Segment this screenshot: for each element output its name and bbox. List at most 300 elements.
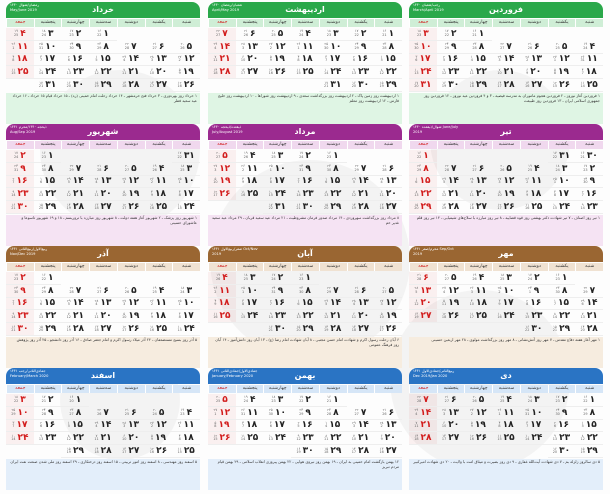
day-cell[interactable] [6,54,34,67]
day-cell[interactable] [520,41,548,54]
day-cell[interactable] [117,407,145,420]
day-cell[interactable] [437,432,465,445]
day-cell[interactable] [437,28,465,41]
day-cell[interactable] [575,163,603,176]
day-cell[interactable] [464,407,492,420]
day-cell[interactable] [117,188,145,201]
day-cell[interactable] [548,41,576,54]
day-cell[interactable] [575,201,603,214]
day-cell[interactable] [236,285,264,298]
day-cell[interactable] [437,394,465,407]
day-cell[interactable] [291,445,319,458]
day-cell[interactable] [520,285,548,298]
day-cell[interactable] [172,41,200,54]
day-cell[interactable] [172,420,200,433]
day-cell[interactable] [145,201,173,214]
day-cell[interactable] [548,285,576,298]
day-cell[interactable] [492,298,520,311]
day-cell[interactable] [208,54,236,67]
day-cell[interactable] [347,163,375,176]
day-cell[interactable] [263,323,291,336]
day-cell[interactable] [34,272,62,285]
day-cell[interactable] [464,176,492,189]
day-cell[interactable] [319,407,347,420]
day-cell[interactable] [208,394,236,407]
day-cell[interactable] [145,66,173,79]
day-cell[interactable] [172,66,200,79]
day-cell[interactable] [319,420,347,433]
day-cell[interactable] [291,432,319,445]
day-cell[interactable] [208,420,236,433]
day-cell[interactable] [263,407,291,420]
day-cell[interactable] [34,432,62,445]
day-cell[interactable] [409,310,437,323]
day-cell[interactable] [145,163,173,176]
day-cell[interactable] [374,298,402,311]
day-cell[interactable] [145,176,173,189]
day-cell[interactable] [319,79,347,92]
day-cell[interactable] [319,432,347,445]
day-cell[interactable] [347,176,375,189]
day-cell[interactable] [34,79,62,92]
day-cell[interactable] [236,298,264,311]
day-cell[interactable] [291,41,319,54]
day-cell[interactable] [347,432,375,445]
day-cell[interactable] [89,79,117,92]
day-cell[interactable] [464,394,492,407]
day-cell[interactable] [464,79,492,92]
day-cell[interactable] [492,272,520,285]
day-cell[interactable] [437,163,465,176]
day-cell[interactable] [548,272,576,285]
day-cell[interactable] [208,272,236,285]
day-cell[interactable] [409,79,437,92]
day-cell[interactable] [172,79,200,92]
day-cell[interactable] [61,66,89,79]
day-cell[interactable] [492,432,520,445]
day-cell[interactable] [409,163,437,176]
day-cell[interactable] [374,188,402,201]
day-cell[interactable] [374,310,402,323]
day-cell[interactable] [520,323,548,336]
day-cell[interactable] [548,310,576,323]
day-cell[interactable] [263,66,291,79]
day-cell[interactable] [236,432,264,445]
day-cell[interactable] [548,394,576,407]
day-cell[interactable] [208,66,236,79]
day-cell[interactable] [374,163,402,176]
day-cell[interactable] [409,66,437,79]
day-cell[interactable] [319,66,347,79]
day-cell[interactable] [347,285,375,298]
day-cell[interactable] [117,66,145,79]
day-cell[interactable] [319,41,347,54]
day-cell[interactable] [291,188,319,201]
day-cell[interactable] [6,272,34,285]
day-cell[interactable] [34,150,62,163]
day-cell[interactable] [437,41,465,54]
day-cell[interactable] [34,41,62,54]
day-cell[interactable] [34,201,62,214]
day-cell[interactable] [548,432,576,445]
day-cell[interactable] [291,150,319,163]
day-cell[interactable] [6,163,34,176]
day-cell[interactable] [437,66,465,79]
day-cell[interactable] [374,323,402,336]
day-cell[interactable] [548,420,576,433]
day-cell[interactable] [61,323,89,336]
day-cell[interactable] [89,432,117,445]
day-cell[interactable] [263,41,291,54]
day-cell[interactable] [520,407,548,420]
day-cell[interactable] [347,298,375,311]
day-cell[interactable] [89,28,117,41]
day-cell[interactable] [437,298,465,311]
day-cell[interactable] [409,394,437,407]
day-cell[interactable] [117,79,145,92]
day-cell[interactable] [117,323,145,336]
day-cell[interactable] [89,188,117,201]
day-cell[interactable] [374,79,402,92]
day-cell[interactable] [263,201,291,214]
day-cell[interactable] [548,201,576,214]
day-cell[interactable] [236,66,264,79]
day-cell[interactable] [172,285,200,298]
day-cell[interactable] [208,432,236,445]
day-cell[interactable] [492,285,520,298]
day-cell[interactable] [319,176,347,189]
day-cell[interactable] [145,420,173,433]
day-cell[interactable] [575,176,603,189]
day-cell[interactable] [347,41,375,54]
day-cell[interactable] [61,28,89,41]
day-cell[interactable] [464,310,492,323]
day-cell[interactable] [409,298,437,311]
day-cell[interactable] [464,201,492,214]
day-cell[interactable] [263,272,291,285]
day-cell[interactable] [374,41,402,54]
day-cell[interactable] [89,163,117,176]
day-cell[interactable] [208,298,236,311]
day-cell[interactable] [61,407,89,420]
day-cell[interactable] [548,176,576,189]
day-cell[interactable] [409,54,437,67]
day-cell[interactable] [347,66,375,79]
day-cell[interactable] [347,201,375,214]
day-cell[interactable] [291,298,319,311]
day-cell[interactable] [437,201,465,214]
day-cell[interactable] [291,28,319,41]
day-cell[interactable] [575,188,603,201]
day-cell[interactable] [319,394,347,407]
day-cell[interactable] [520,79,548,92]
day-cell[interactable] [6,407,34,420]
day-cell[interactable] [6,176,34,189]
day-cell[interactable] [409,407,437,420]
day-cell[interactable] [34,176,62,189]
day-cell[interactable] [374,66,402,79]
day-cell[interactable] [319,28,347,41]
day-cell[interactable] [236,54,264,67]
day-cell[interactable] [492,66,520,79]
day-cell[interactable] [291,201,319,214]
day-cell[interactable] [520,394,548,407]
day-cell[interactable] [34,310,62,323]
day-cell[interactable] [61,201,89,214]
day-cell[interactable] [6,310,34,323]
day-cell[interactable] [263,54,291,67]
day-cell[interactable] [61,176,89,189]
day-cell[interactable] [492,54,520,67]
day-cell[interactable] [548,298,576,311]
day-cell[interactable] [437,272,465,285]
day-cell[interactable] [319,285,347,298]
day-cell[interactable] [548,445,576,458]
day-cell[interactable] [117,310,145,323]
day-cell[interactable] [492,41,520,54]
day-cell[interactable] [409,420,437,433]
day-cell[interactable] [437,420,465,433]
day-cell[interactable] [520,54,548,67]
day-cell[interactable] [89,285,117,298]
day-cell[interactable] [575,394,603,407]
day-cell[interactable] [34,394,62,407]
day-cell[interactable] [347,54,375,67]
day-cell[interactable] [61,310,89,323]
day-cell[interactable] [520,298,548,311]
day-cell[interactable] [145,323,173,336]
day-cell[interactable] [34,66,62,79]
day-cell[interactable] [437,176,465,189]
day-cell[interactable] [291,163,319,176]
day-cell[interactable] [89,41,117,54]
day-cell[interactable] [464,272,492,285]
day-cell[interactable] [236,176,264,189]
day-cell[interactable] [575,41,603,54]
day-cell[interactable] [236,394,264,407]
day-cell[interactable] [464,285,492,298]
day-cell[interactable] [208,310,236,323]
day-cell[interactable] [236,310,264,323]
day-cell[interactable] [548,150,576,163]
day-cell[interactable] [34,163,62,176]
day-cell[interactable] [548,79,576,92]
day-cell[interactable] [575,54,603,67]
day-cell[interactable] [117,420,145,433]
day-cell[interactable] [145,79,173,92]
day-cell[interactable] [172,407,200,420]
day-cell[interactable] [347,323,375,336]
day-cell[interactable] [117,163,145,176]
day-cell[interactable] [319,188,347,201]
day-cell[interactable] [548,66,576,79]
day-cell[interactable] [236,188,264,201]
day-cell[interactable] [208,176,236,189]
day-cell[interactable] [464,54,492,67]
day-cell[interactable] [575,310,603,323]
day-cell[interactable] [172,445,200,458]
day-cell[interactable] [319,323,347,336]
day-cell[interactable] [319,445,347,458]
day-cell[interactable] [117,285,145,298]
day-cell[interactable] [575,323,603,336]
day-cell[interactable] [145,285,173,298]
day-cell[interactable] [236,407,264,420]
day-cell[interactable] [208,150,236,163]
day-cell[interactable] [464,432,492,445]
day-cell[interactable] [6,66,34,79]
day-cell[interactable] [117,298,145,311]
day-cell[interactable] [347,420,375,433]
day-cell[interactable] [208,41,236,54]
day-cell[interactable] [492,188,520,201]
day-cell[interactable] [34,298,62,311]
day-cell[interactable] [34,407,62,420]
day-cell[interactable] [374,28,402,41]
day-cell[interactable] [145,310,173,323]
day-cell[interactable] [520,420,548,433]
day-cell[interactable] [437,79,465,92]
day-cell[interactable] [34,28,62,41]
day-cell[interactable] [172,310,200,323]
day-cell[interactable] [6,188,34,201]
day-cell[interactable] [6,420,34,433]
day-cell[interactable] [319,298,347,311]
day-cell[interactable] [291,420,319,433]
day-cell[interactable] [145,188,173,201]
day-cell[interactable] [319,54,347,67]
day-cell[interactable] [548,323,576,336]
day-cell[interactable] [319,150,347,163]
day-cell[interactable] [409,41,437,54]
day-cell[interactable] [291,407,319,420]
day-cell[interactable] [6,432,34,445]
day-cell[interactable] [520,272,548,285]
day-cell[interactable] [374,54,402,67]
day-cell[interactable] [263,298,291,311]
day-cell[interactable] [34,188,62,201]
day-cell[interactable] [6,28,34,41]
day-cell[interactable] [89,407,117,420]
day-cell[interactable] [6,285,34,298]
day-cell[interactable] [89,201,117,214]
day-cell[interactable] [347,310,375,323]
day-cell[interactable] [374,176,402,189]
day-cell[interactable] [291,394,319,407]
day-cell[interactable] [117,432,145,445]
day-cell[interactable] [89,66,117,79]
day-cell[interactable] [236,420,264,433]
day-cell[interactable] [520,163,548,176]
day-cell[interactable] [437,407,465,420]
day-cell[interactable] [263,28,291,41]
day-cell[interactable] [319,201,347,214]
day-cell[interactable] [61,420,89,433]
day-cell[interactable] [492,394,520,407]
day-cell[interactable] [374,201,402,214]
day-cell[interactable] [117,41,145,54]
day-cell[interactable] [6,41,34,54]
day-cell[interactable] [236,272,264,285]
day-cell[interactable] [464,66,492,79]
day-cell[interactable] [575,407,603,420]
day-cell[interactable] [291,323,319,336]
day-cell[interactable] [464,163,492,176]
day-cell[interactable] [548,407,576,420]
day-cell[interactable] [236,28,264,41]
day-cell[interactable] [172,163,200,176]
day-cell[interactable] [575,420,603,433]
day-cell[interactable] [347,445,375,458]
day-cell[interactable] [409,176,437,189]
day-cell[interactable] [291,272,319,285]
day-cell[interactable] [172,201,200,214]
day-cell[interactable] [492,163,520,176]
day-cell[interactable] [6,150,34,163]
day-cell[interactable] [6,323,34,336]
day-cell[interactable] [236,150,264,163]
day-cell[interactable] [61,285,89,298]
day-cell[interactable] [89,54,117,67]
day-cell[interactable] [575,445,603,458]
day-cell[interactable] [172,432,200,445]
day-cell[interactable] [464,28,492,41]
day-cell[interactable] [34,323,62,336]
day-cell[interactable] [464,41,492,54]
day-cell[interactable] [492,420,520,433]
day-cell[interactable] [409,272,437,285]
day-cell[interactable] [263,150,291,163]
day-cell[interactable] [89,323,117,336]
day-cell[interactable] [61,163,89,176]
day-cell[interactable] [437,285,465,298]
day-cell[interactable] [409,28,437,41]
day-cell[interactable] [464,188,492,201]
day-cell[interactable] [291,54,319,67]
day-cell[interactable] [409,201,437,214]
day-cell[interactable] [548,54,576,67]
day-cell[interactable] [437,54,465,67]
day-cell[interactable] [492,201,520,214]
day-cell[interactable] [319,163,347,176]
day-cell[interactable] [172,150,200,163]
day-cell[interactable] [61,298,89,311]
day-cell[interactable] [34,420,62,433]
day-cell[interactable] [374,432,402,445]
day-cell[interactable] [117,445,145,458]
day-cell[interactable] [172,176,200,189]
day-cell[interactable] [319,310,347,323]
day-cell[interactable] [409,188,437,201]
day-cell[interactable] [34,54,62,67]
day-cell[interactable] [89,310,117,323]
day-cell[interactable] [61,394,89,407]
day-cell[interactable] [263,176,291,189]
day-cell[interactable] [374,407,402,420]
day-cell[interactable] [548,188,576,201]
day-cell[interactable] [347,79,375,92]
day-cell[interactable] [437,188,465,201]
day-cell[interactable] [374,445,402,458]
day-cell[interactable] [6,394,34,407]
day-cell[interactable] [208,188,236,201]
day-cell[interactable] [208,407,236,420]
day-cell[interactable] [89,176,117,189]
day-cell[interactable] [409,432,437,445]
day-cell[interactable] [145,41,173,54]
day-cell[interactable] [117,176,145,189]
day-cell[interactable] [6,201,34,214]
